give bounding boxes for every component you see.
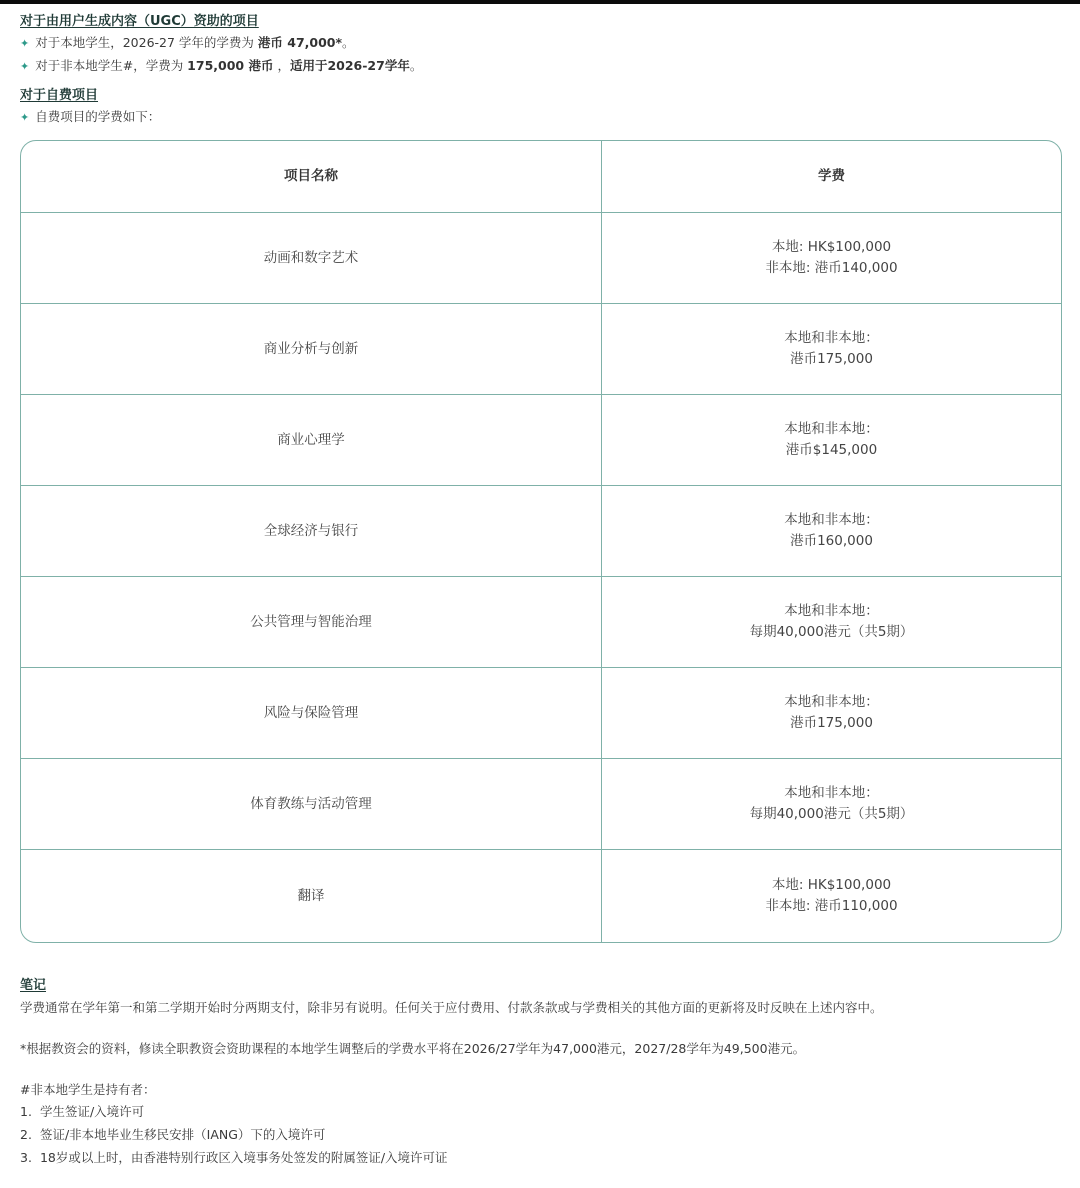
- programme-fee: [602, 395, 1061, 485]
- programme-fee: [602, 486, 1061, 576]
- notes-title: 笔记: [20, 978, 47, 993]
- table-row: [21, 850, 1061, 942]
- star-bullet-icon: ✦: [20, 60, 30, 73]
- star-bullet-icon: ✦: [20, 111, 30, 124]
- programme-name: 体育教练与活动管理: [21, 759, 602, 849]
- ugc-bullet-nonlocal: ✦ 对于非本地学生#，学费为 175,000 港币 ，适用于2026-27学年。: [20, 58, 423, 73]
- table-row: [21, 304, 1061, 395]
- programme-fee: [602, 577, 1061, 667]
- table-row: [21, 577, 1061, 668]
- table-row: [21, 759, 1061, 850]
- notes-section: [20, 976, 1062, 1169]
- header-programme-name: 项目名称: [21, 141, 602, 212]
- programme-fee: [602, 759, 1061, 849]
- note-ugc-fee: *根据教资会的资料，修读全职教资会资助课程的本地学生调整后的学费水平将在2026/27学年为47,000港元，2027/28学年为49,500港元。: [20, 1041, 806, 1056]
- list-item: 1. 学生签证/入境许可: [20, 1104, 145, 1119]
- fee-line: 港币175,000: [790, 715, 873, 731]
- fee-line: 本地: HK$100,000: [771, 877, 892, 893]
- programme-fee: [602, 668, 1061, 758]
- programme-name: 全球经济与银行: [21, 486, 602, 576]
- fee-line: 本地和非本地：: [784, 330, 879, 346]
- programme-name: 风险与保险管理: [21, 668, 602, 758]
- header-tuition-fee: 学费: [818, 168, 845, 184]
- programme-fee: [602, 304, 1061, 394]
- top-status-bar: [0, 0, 1080, 4]
- note-payment: 学费通常在学年第一和第二学期开始时分两期支付，除非另有说明。任何关于应付费用、付款条款或与学费相关的其他方面的更新将及时反映在上述内容中。: [20, 1000, 883, 1015]
- star-bullet-icon: ✦: [20, 37, 30, 50]
- list-item: 2. 签证/非本地毕业生移民安排（IANG）下的入境许可: [20, 1127, 326, 1142]
- note-nonlocal-definition: #非本地学生是持有者：: [20, 1082, 156, 1097]
- ugc-bullet-local: ✦ 对于本地学生，2026-27 学年的学费为 港币 47,000*。: [20, 35, 355, 50]
- list-item: 3. 18岁或以上时，由香港特别行政区入境事务处签发的附属签证/入境许可证: [20, 1150, 448, 1165]
- fee-line: 本地和非本地：: [784, 603, 879, 619]
- fee-line: 港币$145,000: [785, 442, 878, 458]
- fee-line: 每期40,000港元（共5期）: [749, 624, 914, 640]
- programme-name: 翻译: [21, 850, 602, 942]
- programme-name: 公共管理与智能治理: [21, 577, 602, 667]
- table-row: [21, 668, 1061, 759]
- intro-section: [20, 12, 1062, 128]
- self-financed-bullet: ✦ 自费项目的学费如下：: [20, 109, 161, 124]
- table-row: [21, 213, 1061, 304]
- programme-fee: [602, 213, 1061, 303]
- ugc-section-title: 对于由用户生成内容（UGC）资助的项目: [20, 14, 259, 29]
- programme-name: 商业心理学: [21, 395, 602, 485]
- fee-line: 非本地: 港币110,000: [765, 898, 898, 914]
- table-row: [21, 395, 1061, 486]
- fee-line: 港币160,000: [790, 533, 873, 549]
- fee-line: 每期40,000港元（共5期）: [749, 806, 914, 822]
- programme-name: 动画和数字艺术: [21, 213, 602, 303]
- fee-line: 港币175,000: [790, 351, 873, 367]
- fee-line: 本地和非本地：: [784, 694, 879, 710]
- fee-line: 本地: HK$100,000: [771, 239, 892, 255]
- fee-line: 本地和非本地：: [784, 421, 879, 437]
- fee-line: 本地和非本地：: [784, 785, 879, 801]
- programme-name: 商业分析与创新: [21, 304, 602, 394]
- table-row: [21, 486, 1061, 577]
- tuition-fee-table: [20, 140, 1062, 943]
- fee-line: 非本地: 港币140,000: [765, 260, 898, 276]
- table-header-row: [21, 141, 1061, 213]
- self-financed-section-title: 对于自费项目: [20, 88, 99, 103]
- fee-line: 本地和非本地：: [784, 512, 879, 528]
- programme-fee: [602, 850, 1061, 942]
